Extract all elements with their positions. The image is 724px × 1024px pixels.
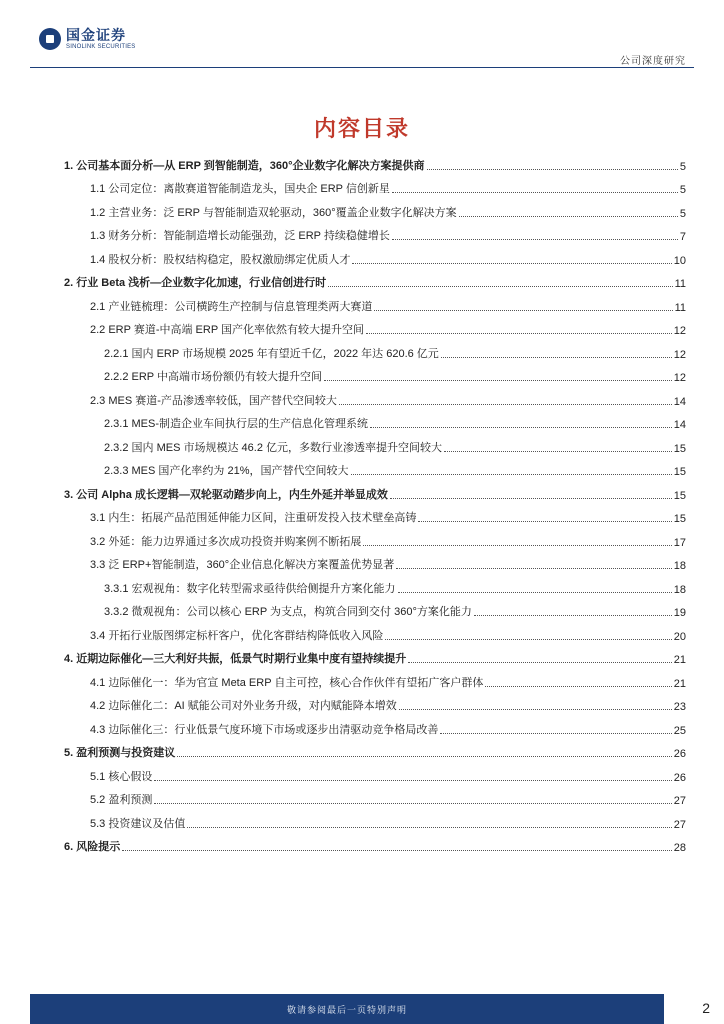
toc-entry[interactable] (64, 623, 686, 647)
toc-leader-dots (459, 216, 678, 217)
toc-leader-dots (324, 380, 672, 381)
toc-entry-title: 3.2 外延：能力边界通过多次成功投资并购案例不断拓展 (90, 535, 362, 548)
toc-entry-title: 6. 风险提示 (64, 841, 121, 853)
toc-entry-title: 1.3 财务分析：智能制造增长动能强劲，泛 ERP 持续稳健增长 (90, 230, 390, 242)
toc-entry-title: 1.1 公司定位：离散赛道智能制造龙头，国央企 ERP 信创新星 (90, 183, 390, 195)
logo-name-cn: 国金证券 (66, 27, 126, 43)
toc-entry-page: 14 (673, 395, 686, 408)
toc-entry[interactable] (64, 600, 686, 624)
toc-entry-title: 1. 公司基本面分析—从 ERP 到智能制造，360°企业数字化解决方案提供商 (64, 159, 425, 172)
toc-leader-dots (154, 803, 671, 804)
toc-entry-page: 10 (673, 254, 686, 267)
toc-leader-dots (122, 850, 672, 851)
toc-leader-dots (351, 474, 672, 475)
toc-entry[interactable] (64, 459, 686, 483)
toc-leader-dots (339, 404, 672, 405)
footer-bar (30, 994, 664, 1024)
toc-entry-title: 3.3 泛 ERP+智能制造，360°企业信息化解决方案覆盖优势显著 (90, 559, 395, 571)
toc-entry[interactable] (64, 365, 686, 389)
toc-entry-title: 1.4 股权分析：股权结构稳定，股权激励绑定优质人才 (90, 253, 351, 266)
company-logo (39, 28, 135, 50)
toc-leader-dots (363, 545, 671, 546)
toc-entry-title: 4. 近期边际催化—三大利好共振，低景气时期行业集中度有望持续提升 (64, 653, 407, 665)
toc-entry-title: 5.2 盈利预测 (90, 794, 153, 806)
toc-entry[interactable] (64, 247, 686, 271)
toc-entry[interactable] (64, 224, 686, 248)
toc-entry[interactable] (64, 741, 686, 765)
toc-entry-page: 18 (673, 560, 686, 572)
toc-leader-dots (485, 686, 671, 687)
toc-entry[interactable] (64, 435, 686, 459)
toc-entry[interactable] (64, 788, 686, 812)
toc-entry-title: 2. 行业 Beta 浅析—企业数字化加速，行业信创进行时 (64, 277, 327, 289)
logo-text (66, 28, 135, 50)
toc-entry-title: 2.2 ERP 赛道-中高端 ERP 国产化率依然有较大提升空间 (90, 324, 365, 336)
footer-disclaimer: 敬请参阅最后一页特别声明 (286, 1005, 407, 1015)
toc-entry[interactable] (64, 670, 686, 694)
toc-entry-page: 27 (673, 818, 686, 831)
table-of-contents (64, 153, 686, 858)
toc-entry-page: 15 (673, 489, 686, 502)
toc-entry-title: 1.2 主营业务：泛 ERP 与智能制造双轮驱动，360°覆盖企业数字化解决方案 (90, 206, 457, 219)
toc-entry-page: 23 (673, 701, 686, 713)
toc-entry-page: 21 (673, 654, 686, 666)
toc-entry-page: 26 (673, 748, 686, 760)
toc-entry-page: 7 (679, 231, 686, 243)
toc-leader-dots (444, 451, 672, 452)
toc-entry[interactable] (64, 835, 686, 859)
toc-entry[interactable] (64, 576, 686, 600)
toc-entry[interactable] (64, 341, 686, 365)
toc-leader-dots (390, 498, 672, 499)
toc-entry-page: 15 (673, 442, 686, 455)
toc-entry[interactable] (64, 153, 686, 177)
toc-leader-dots (408, 662, 672, 663)
toc-entry[interactable] (64, 764, 686, 788)
toc-entry-page: 15 (673, 466, 686, 478)
toc-entry-title: 3.3.1 宏观视角：数字化转型需求亟待供给侧提升方案化能力 (104, 582, 396, 595)
toc-entry[interactable] (64, 529, 686, 553)
toc-entry[interactable] (64, 482, 686, 506)
toc-leader-dots (474, 615, 672, 616)
toc-entry-title: 3. 公司 Alpha 成长逻辑—双轮驱动踏步向上，内生外延并举显成效 (64, 488, 388, 501)
logo-name-en: SINOLINK SECURITIES (66, 44, 136, 50)
toc-leader-dots (427, 169, 678, 170)
toc-leader-dots (328, 286, 672, 287)
toc-entry-title: 2.2.1 国内 ERP 市场规模 2025 年有望近千亿，2022 年达 620.6 亿元 (104, 347, 439, 360)
toc-entry-page: 5 (679, 184, 686, 196)
toc-entry-title: 3.3.2 微观视角：公司以核心 ERP 为支点，构筑合同到交付 360°方案化能力 (104, 606, 472, 618)
toc-entry[interactable] (64, 717, 686, 741)
toc-entry-page: 11 (674, 301, 686, 314)
toc-leader-dots (392, 192, 678, 193)
toc-entry-title: 4.2 边际催化二：AI 赋能公司对外业务升级，对内赋能降本增效 (90, 700, 397, 712)
toc-leader-dots (385, 639, 671, 640)
toc-entry-page: 12 (673, 348, 686, 361)
page-number: 2 (702, 1000, 710, 1016)
toc-entry[interactable] (64, 694, 686, 718)
toc-leader-dots (418, 521, 671, 522)
toc-entry-page: 11 (674, 278, 686, 290)
toc-entry-title: 2.2.2 ERP 中高端市场份额仍有较大提升空间 (104, 371, 322, 383)
toc-entry-title: 5.3 投资建议及估值 (90, 817, 186, 830)
toc-entry-page: 18 (673, 583, 686, 596)
toc-entry[interactable] (64, 553, 686, 577)
toc-leader-dots (370, 427, 672, 428)
toc-leader-dots (441, 357, 672, 358)
toc-leader-dots (374, 310, 672, 311)
report-type-label: 公司深度研究 (620, 56, 686, 67)
toc-entry[interactable] (64, 811, 686, 835)
toc-leader-dots (392, 239, 678, 240)
toc-entry-page: 15 (673, 513, 686, 525)
toc-entry-page: 12 (673, 372, 686, 384)
toc-entry-title: 3.4 开拓行业版图绑定标杆客户，优化客群结构降低收入风险 (90, 629, 384, 642)
toc-leader-dots (177, 756, 672, 757)
toc-entry-page: 27 (673, 795, 686, 807)
toc-leader-dots (398, 592, 672, 593)
toc-entry-title: 2.3.1 MES-制造企业车间执行层的生产信息化管理系统 (104, 418, 369, 430)
toc-entry-page: 19 (673, 607, 686, 619)
toc-leader-dots (399, 709, 672, 710)
toc-entry-page: 14 (673, 419, 686, 431)
toc-entry-page: 28 (673, 842, 686, 854)
toc-leader-dots (440, 733, 671, 734)
toc-entry[interactable] (64, 506, 686, 530)
toc-entry-title: 2.1 产业链梳理：公司横跨生产控制与信息管理类两大赛道 (90, 300, 373, 313)
toc-entry[interactable] (64, 318, 686, 342)
toc-entry-title: 2.3 MES 赛道-产品渗透率较低，国产替代空间较大 (90, 394, 337, 407)
toc-entry-page: 5 (679, 160, 686, 173)
logo-emblem-icon (39, 28, 61, 50)
toc-leader-dots (352, 263, 671, 264)
toc-leader-dots (154, 780, 671, 781)
toc-entry-title: 2.3.3 MES 国产化率约为 21%，国产替代空间较大 (104, 465, 349, 477)
toc-entry[interactable] (64, 294, 686, 318)
toc-entry-page: 21 (673, 677, 686, 690)
toc-entry[interactable] (64, 177, 686, 201)
toc-entry-page: 5 (679, 207, 686, 220)
toc-entry[interactable] (64, 647, 686, 671)
toc-entry-title: 2.3.2 国内 MES 市场规模达 46.2 亿元，多数行业渗透率提升空间较大 (104, 441, 442, 454)
toc-entry-page: 26 (673, 771, 686, 784)
toc-title: 内容目录 (313, 116, 410, 141)
toc-entry[interactable] (64, 200, 686, 224)
toc-entry-page: 12 (673, 325, 686, 337)
toc-entry-title: 3.1 内生：拓展产品范围延伸能力区间，注重研发投入技术壁垒高铸 (90, 512, 417, 524)
toc-entry-page: 17 (673, 536, 686, 549)
toc-entry[interactable] (64, 271, 686, 295)
toc-entry[interactable] (64, 412, 686, 436)
toc-entry-title: 5. 盈利预测与投资建议 (64, 747, 176, 759)
toc-entry-title: 4.1 边际催化一：华为官宣 Meta ERP 自主可控，核心合作伙伴有望拓广客户群体 (90, 676, 484, 689)
header-divider (30, 67, 694, 68)
toc-entry-page: 25 (673, 724, 686, 737)
toc-entry-page: 20 (673, 630, 686, 643)
toc-leader-dots (187, 827, 671, 828)
toc-entry-title: 5.1 核心假设 (90, 770, 153, 783)
toc-leader-dots (366, 333, 672, 334)
toc-leader-dots (396, 568, 672, 569)
toc-entry-title: 4.3 边际催化三：行业低景气度环境下市场或逐步出清驱动竞争格局改善 (90, 723, 439, 736)
toc-entry[interactable] (64, 388, 686, 412)
